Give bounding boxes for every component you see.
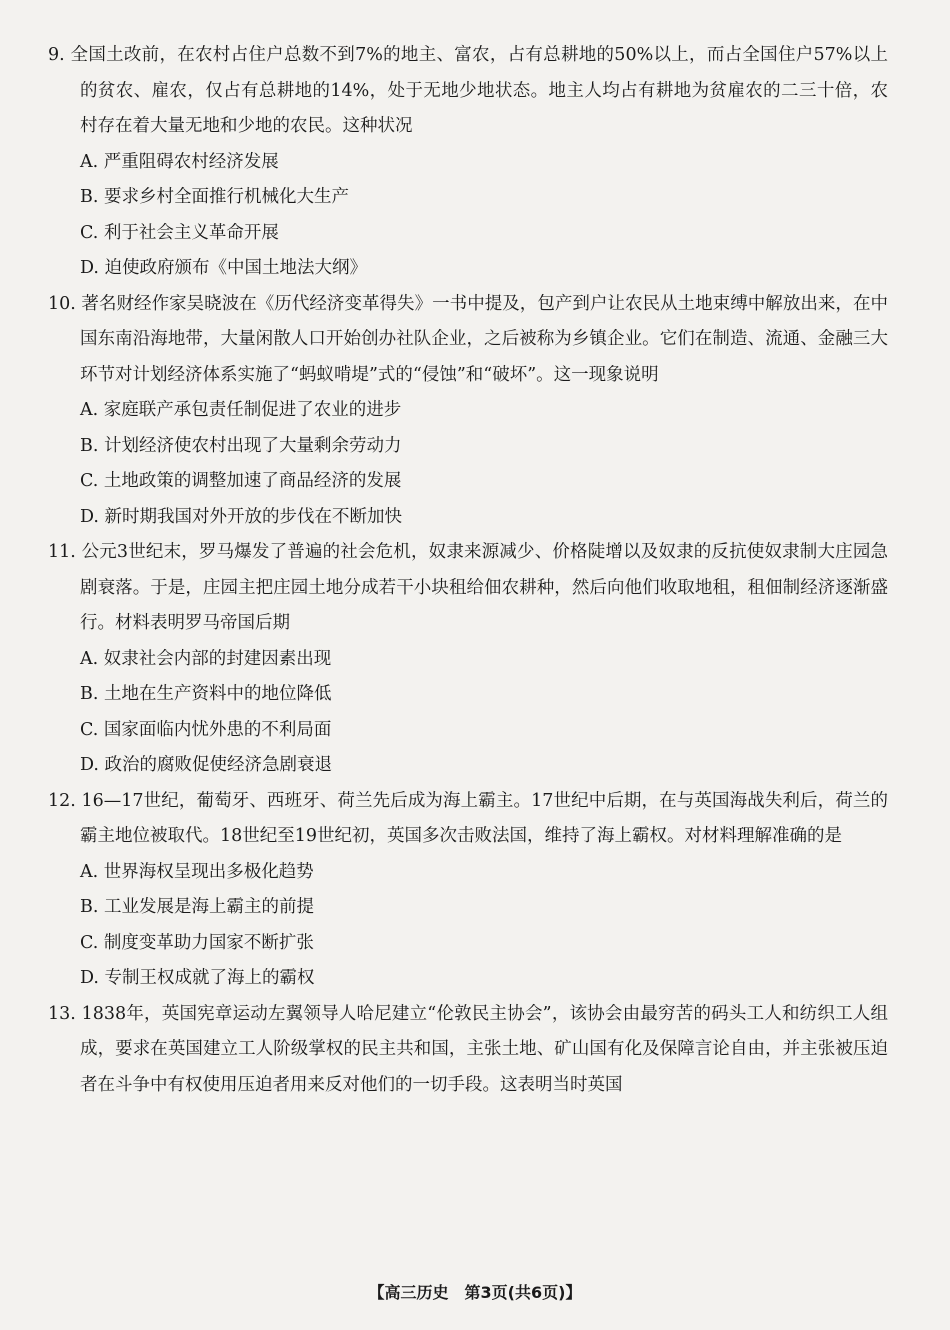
question-stem: 11. 公元3世纪末，罗马爆发了普遍的社会危机，奴隶来源减少、价格陡增以及奴隶的反抗使奴隶制大庄园急剧衰落。于是，庄园主把庄园土地分成若干小块租给佃农耕种，然后向他们收取地租，租佃制经济逐渐盛行。材料表明罗马帝国后期 (48, 542, 888, 633)
option-a: A. 严重阻碍农村经济发展 (80, 151, 279, 172)
option-c: C. 利于社会主义革命开展 (80, 222, 279, 243)
question-11 (48, 535, 888, 784)
option-list (48, 642, 888, 784)
option-a: A. 奴隶社会内部的封建因素出现 (80, 648, 332, 669)
option-c: C. 土地政策的调整加速了商品经济的发展 (80, 471, 402, 491)
option-d: D. 迫使政府颁布《中国土地法大纲》 (80, 258, 368, 278)
option-a: A. 世界海权呈现出多极化趋势 (80, 861, 314, 882)
option-b: B. 土地在生产资料中的地位降低 (80, 684, 332, 704)
option-list (48, 855, 888, 997)
question-13 (48, 997, 888, 1104)
option-c: C. 制度变革助力国家不断扩张 (80, 932, 314, 953)
option-d: D. 新时期我国对外开放的步伐在不断加快 (80, 506, 403, 527)
question-list (48, 38, 888, 1103)
question-stem: 13. 1838年，英国宪章运动左翼领导人哈尼建立“伦敦民主协会”，该协会由最穷苦的码头工人和纺织工人组成，要求在英国建立工人阶级掌权的民主共和国，主张土地、矿山国有化及保障言论自由，并主张被压迫者在斗争中有权使用压迫者用来反对他们的一切手段。这表明当时英国 (48, 1003, 888, 1095)
option-list (48, 145, 888, 287)
question-stem: 10. 著名财经作家吴晓波在《历代经济变革得失》一书中提及，包产到户让农民从土地束缚中解放出来，在中国东南沿海地带，大量闲散人口开始创办社队企业，之后被称为乡镇企业。它们在制造、流通、金融三大环节对计划经济体系实施了“蚂蚁啃堤”式的“侵蚀”和“破坏”。这一现象说明 (48, 293, 888, 385)
question-10 (48, 287, 888, 536)
option-b: B. 工业发展是海上霸主的前提 (80, 897, 314, 917)
question-stem: 12. 16—17世纪，葡萄牙、西班牙、荷兰先后成为海上霸主。17世纪中后期，在与英国海战失利后，荷兰的霸主地位被取代。18世纪至19世纪初，英国多次击败法国，维持了海上霸权。对材料理解准确的是 (48, 790, 888, 846)
option-d: D. 专制王权成就了海上的霸权 (80, 968, 315, 988)
question-9 (48, 38, 888, 287)
option-b: B. 要求乡村全面推行机械化大生产 (80, 187, 349, 207)
option-b: B. 计划经济使农村出现了大量剩余劳动力 (80, 435, 402, 456)
question-stem: 9. 全国土改前，在农村占住户总数不到7%的地主、富农，占有总耕地的50%以上，而占全国住户57%以上的贫农、雇农，仅占有总耕地的14%，处于无地少地状态。地主人均占有耕地为贫雇农的二三十倍，农村存在着大量无地和少地的农民。这种状况 (48, 45, 888, 136)
question-12 (48, 784, 888, 997)
option-a: A. 家庭联产承包责任制促进了农业的进步 (80, 400, 402, 420)
option-list (48, 393, 888, 535)
option-d: D. 政治的腐败促使经济急剧衰退 (80, 755, 333, 775)
option-c: C. 国家面临内忧外患的不利局面 (80, 719, 332, 740)
page-footer: 【高三历史 第3页(共6页)】 (368, 1283, 582, 1302)
